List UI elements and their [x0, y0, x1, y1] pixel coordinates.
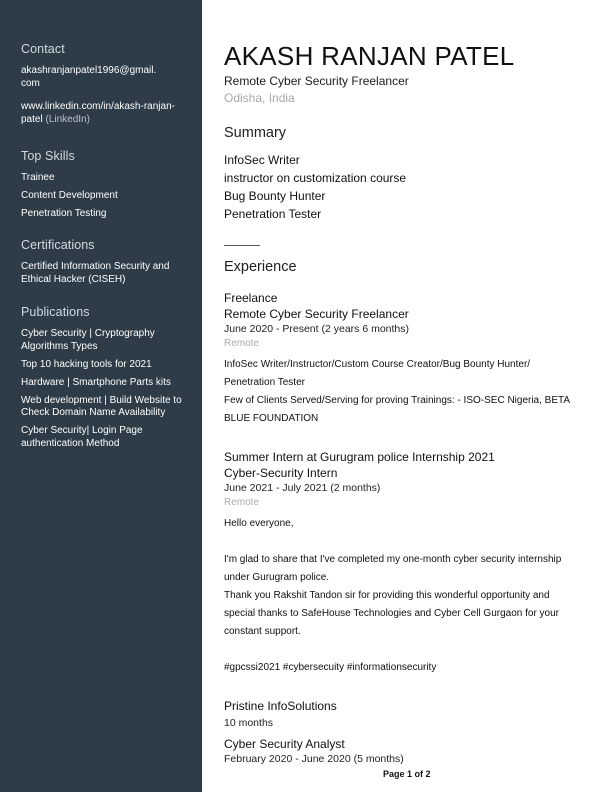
job-description-line: under Gurugram police. — [224, 572, 330, 583]
location: Odisha, India — [224, 91, 295, 105]
email-link-line1[interactable]: akashranjanpatel1996@gmail. — [21, 65, 157, 76]
job-description-line: Thank you Rakshit Tandon sir for providing this wonderful opportunity and — [224, 590, 550, 601]
certifications-section — [21, 238, 193, 286]
summary-line: instructor on customization course — [224, 171, 407, 185]
page-number: Page 1 of 2 — [383, 769, 431, 779]
job-description-line: InfoSec Writer/Instructor/Custom Course Creator/Bug Bounty Hunter/ — [224, 359, 531, 370]
summary-line: InfoSec Writer — [224, 153, 300, 167]
job-company: Freelance — [224, 291, 278, 305]
section-divider — [224, 245, 260, 246]
linkedin-link-line1[interactable]: www.linkedin.com/in/akash-ranjan- — [21, 101, 175, 112]
skill-item: Content Development — [21, 190, 118, 201]
publication-item[interactable]: Algorithms Types — [21, 340, 98, 352]
publication-item[interactable]: Cyber Security| Login Page — [21, 425, 143, 436]
publication-item[interactable]: Cyber Security | Cryptography — [21, 328, 155, 339]
sidebar — [0, 0, 202, 792]
publication-item[interactable]: Top 10 hacking tools for 2021 — [21, 358, 152, 370]
company-tenure: 10 months — [224, 717, 274, 729]
experience-heading: Experience — [224, 259, 297, 275]
job-role: Remote Cyber Security Freelancer — [224, 307, 409, 321]
skill-item: Penetration Testing — [21, 208, 107, 219]
publications-section — [21, 305, 193, 450]
publication-item[interactable]: Web development | Build Website to — [21, 394, 182, 406]
job-description-line: Hello everyone, — [224, 518, 294, 529]
certifications-heading: Certifications — [21, 238, 95, 252]
publication-item[interactable]: Hardware | Smartphone Parts kits — [21, 376, 171, 388]
skill-item: Trainee — [21, 172, 55, 183]
job-hashtags: #gpcssi2021 #cybersecuity #informationsecurity — [224, 662, 437, 673]
job-company: Pristine InfoSolutions — [224, 699, 337, 713]
job-company: Summer Intern at Gurugram police Internship 2021 — [224, 450, 495, 464]
job-dates: February 2020 - June 2020 (5 months) — [224, 753, 404, 765]
publication-item[interactable]: Check Domain Name Availability — [21, 407, 166, 418]
job-dates: June 2020 - Present (2 years 6 months) — [224, 323, 410, 335]
job-description-line: Penetration Tester — [224, 377, 305, 388]
linkedin-tag: (LinkedIn) — [45, 113, 90, 125]
job-description-line: constant support. — [224, 626, 301, 637]
publication-item[interactable]: authentication Method — [21, 437, 120, 449]
job-location: Remote — [224, 497, 260, 508]
job-role: Cyber Security Analyst — [224, 737, 345, 751]
linkedin-link-line2[interactable]: patel — [21, 113, 43, 125]
skills-heading: Top Skills — [21, 149, 75, 163]
job-dates: June 2021 - July 2021 (2 months) — [224, 482, 381, 494]
summary-line: Penetration Tester — [224, 207, 322, 221]
job-location: Remote — [224, 338, 260, 349]
job-description-line: BLUE FOUNDATION — [224, 413, 319, 424]
contact-heading: Contact — [21, 42, 65, 56]
certification-line1: Certified Information Security and — [21, 261, 170, 272]
publications-heading: Publications — [21, 305, 90, 319]
contact-section — [21, 42, 193, 126]
summary-line: Bug Bounty Hunter — [224, 189, 326, 203]
candidate-name: AKASH RANJAN PATEL — [224, 41, 515, 71]
job-role: Cyber-Security Intern — [224, 466, 338, 480]
headline: Remote Cyber Security Freelancer — [224, 74, 409, 88]
email-link-line2[interactable]: com — [21, 77, 40, 89]
job-description-line: Few of Clients Served/Serving for proving Trainings: - ISO-SEC Nigeria, BETA — [224, 395, 571, 406]
job-description-line: I'm glad to share that I've completed my one-month cyber security internship — [224, 554, 562, 565]
skills-section — [21, 149, 193, 226]
summary-heading: Summary — [224, 125, 287, 141]
job-description-line: special thanks to SafeHouse Technologies and Cyber Cell Gurgaon for your — [224, 608, 560, 619]
certification-line2: Ethical Hacker (CISEH) — [21, 273, 126, 285]
